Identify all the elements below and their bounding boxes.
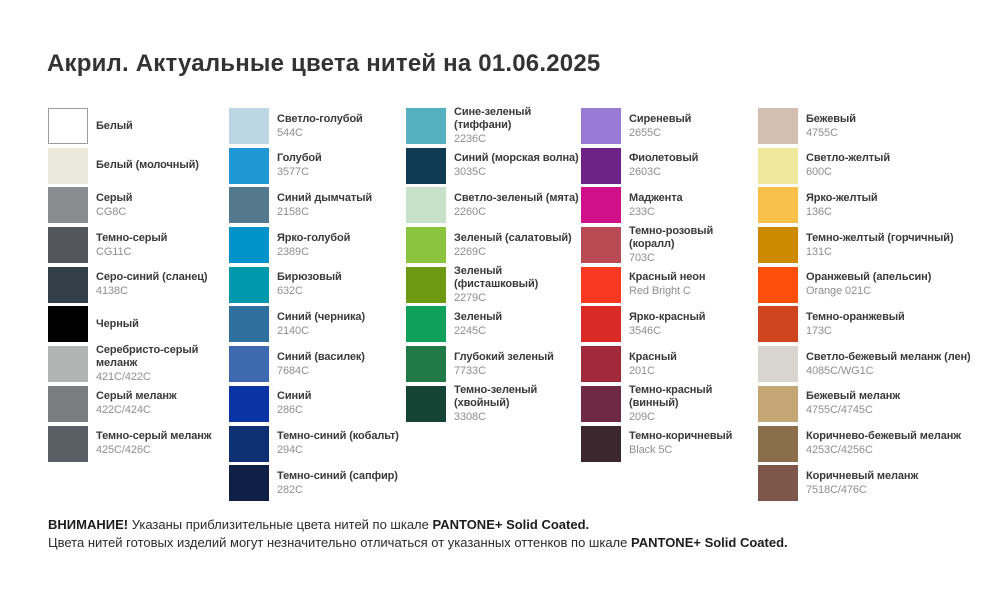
color-swatch	[229, 306, 269, 342]
color-labels	[277, 192, 372, 219]
color-labels	[454, 152, 579, 179]
color-row	[758, 108, 993, 144]
color-name: Темно-оранжевый	[806, 310, 905, 323]
color-name: Бежевый	[806, 112, 856, 125]
color-column-3	[406, 108, 581, 422]
color-swatch	[48, 267, 88, 303]
pantone-code: 703C	[629, 252, 655, 265]
color-swatch	[406, 108, 446, 144]
color-swatch	[581, 148, 621, 184]
color-name: Серый меланж	[96, 390, 177, 403]
color-name: Зеленый (фисташковый)	[454, 264, 539, 290]
footer-note	[48, 516, 788, 552]
color-name: Синий (василек)	[277, 350, 365, 363]
color-labels	[277, 351, 365, 378]
color-labels	[277, 271, 342, 298]
color-column-2	[229, 108, 406, 501]
pantone-code: 4253C/4256C	[806, 444, 873, 456]
color-labels	[806, 470, 918, 497]
color-labels	[454, 265, 581, 305]
color-row	[406, 306, 581, 342]
pantone-code: 2158C	[277, 205, 309, 218]
color-labels	[454, 311, 502, 338]
color-name: Светло-зеленый (мята)	[454, 191, 579, 204]
footer-line-1	[48, 516, 788, 534]
pantone-code: 7518C/476C	[806, 483, 867, 496]
color-row	[229, 187, 406, 223]
color-name: Зеленый	[454, 310, 503, 323]
color-swatch	[406, 148, 446, 184]
pantone-code: 131C	[806, 245, 832, 258]
color-labels	[806, 390, 900, 417]
color-labels	[454, 106, 581, 146]
color-row	[758, 465, 993, 501]
pantone-code: 4138C	[96, 285, 128, 298]
color-row	[48, 267, 229, 303]
color-row	[229, 267, 406, 303]
pantone-code: 2140C	[277, 324, 309, 337]
color-labels	[96, 390, 177, 417]
color-row	[758, 386, 993, 422]
color-swatch	[758, 227, 798, 263]
color-swatch	[758, 465, 798, 501]
color-labels	[454, 192, 579, 219]
pantone-code: 282C	[277, 483, 303, 496]
color-name: Черный	[96, 317, 139, 330]
pantone-code: 4085C/WG1C	[806, 364, 874, 377]
color-name: Фиолетовый	[629, 152, 699, 165]
color-name: Бирюзовый	[277, 271, 342, 284]
color-labels	[629, 430, 732, 457]
pantone-code: Black 5C	[629, 444, 673, 456]
color-name: Коричневый меланж	[806, 469, 919, 482]
pantone-code: 2603C	[629, 166, 661, 179]
color-labels	[96, 318, 139, 331]
color-swatch	[48, 346, 88, 382]
color-name: Темно-серый	[96, 231, 168, 244]
color-name: Темно-коричневый	[629, 430, 733, 442]
color-name: Синий дымчатый	[277, 191, 373, 204]
color-row	[229, 346, 406, 382]
pantone-code: 3546C	[629, 324, 661, 337]
color-column-4	[581, 108, 758, 462]
color-row	[758, 227, 993, 263]
color-swatch	[758, 346, 798, 382]
color-row	[48, 386, 229, 422]
color-row	[229, 386, 406, 422]
color-swatch	[229, 426, 269, 462]
color-swatch	[229, 267, 269, 303]
color-swatch	[229, 465, 269, 501]
color-name: Темно-желтый (горчичный)	[806, 231, 954, 244]
pantone-code: 7684C	[277, 364, 309, 377]
color-row	[581, 187, 758, 223]
color-swatch	[758, 108, 798, 144]
color-name: Серо-синий (сланец)	[96, 271, 208, 284]
pantone-code: 2655C	[629, 126, 661, 139]
color-labels	[806, 232, 954, 259]
color-row	[406, 264, 581, 304]
page-title: Акрил. Актуальные цвета нитей на 01.06.2025	[47, 50, 601, 77]
color-row	[581, 108, 758, 144]
color-labels	[96, 232, 167, 259]
color-swatch	[406, 187, 446, 223]
color-swatch	[581, 267, 621, 303]
color-labels	[277, 152, 322, 179]
color-name: Сине-зеленый (тиффани)	[454, 106, 532, 131]
color-swatch	[229, 386, 269, 422]
pantone-code: 2236C	[454, 133, 486, 145]
color-swatch	[406, 346, 446, 382]
color-name: Коричнево-бежевый меланж	[806, 430, 961, 442]
color-labels	[277, 430, 399, 457]
color-swatch	[581, 108, 621, 144]
color-name: Синий (черника)	[277, 310, 366, 323]
color-swatch	[229, 187, 269, 223]
pantone-code: 3308C	[454, 410, 486, 423]
color-labels	[629, 152, 698, 179]
color-labels	[454, 384, 581, 424]
color-name: Оранжевый (апельсин)	[806, 271, 932, 284]
color-labels	[454, 351, 554, 378]
color-name: Темно-красный (винный)	[629, 383, 713, 409]
pantone-code: 201C	[629, 364, 655, 377]
color-swatch	[758, 386, 798, 422]
pantone-code: 4755C	[806, 126, 838, 139]
color-labels	[806, 271, 931, 298]
color-name: Синий (морская волна)	[454, 152, 579, 165]
pantone-code: 2269C	[454, 245, 486, 258]
pantone-code: 2389C	[277, 245, 309, 258]
color-row	[48, 227, 229, 263]
color-swatch	[48, 148, 88, 184]
color-row	[48, 426, 229, 462]
color-row	[229, 227, 406, 263]
color-swatch	[581, 306, 621, 342]
color-name: Белый	[96, 119, 133, 132]
color-swatch	[758, 267, 798, 303]
color-swatch	[48, 426, 88, 462]
color-swatch	[581, 346, 621, 382]
color-labels	[96, 159, 199, 172]
color-name: Серый	[96, 191, 133, 204]
color-row	[581, 267, 758, 303]
pantone-code: 3035C	[454, 166, 486, 179]
pantone-code: 294C	[277, 444, 303, 456]
pantone-code: 286C	[277, 404, 303, 417]
color-swatch	[48, 306, 88, 342]
pantone-code: 425C/426C	[96, 444, 151, 456]
color-row	[48, 306, 229, 342]
color-labels	[277, 232, 350, 259]
color-row	[406, 108, 581, 144]
color-labels	[629, 351, 677, 378]
color-name: Светло-бежевый меланж (лен)	[806, 350, 971, 363]
color-name: Серебристо-серый меланж	[96, 344, 199, 370]
pantone-code: 233C	[629, 205, 655, 218]
color-row	[229, 426, 406, 462]
pantone-code: 136C	[806, 205, 832, 218]
color-labels	[629, 192, 683, 219]
color-swatch	[229, 227, 269, 263]
color-name: Темно-зеленый (хвойный)	[454, 383, 538, 409]
pantone-code: 421C/422C	[96, 371, 151, 384]
pantone-code: 544C	[277, 126, 303, 139]
color-row	[406, 148, 581, 184]
color-swatch	[406, 227, 446, 263]
color-row	[48, 346, 229, 382]
footer-line-2-text: Цвета нитей готовых изделий могут незначительно отличаться от указанных оттенков по шкале	[48, 535, 631, 550]
color-swatch	[581, 187, 621, 223]
color-labels	[96, 192, 132, 219]
color-labels	[96, 120, 133, 133]
color-name: Зеленый (салатовый)	[454, 231, 572, 244]
color-labels	[277, 470, 398, 497]
color-swatch	[48, 187, 88, 223]
color-swatch	[758, 187, 798, 223]
color-name: Маджента	[629, 191, 683, 204]
color-labels	[806, 192, 878, 219]
color-swatch	[758, 148, 798, 184]
color-row	[229, 148, 406, 184]
color-labels	[629, 384, 758, 424]
color-labels	[277, 311, 365, 338]
color-row	[758, 346, 993, 382]
color-swatch	[581, 386, 621, 422]
color-row	[229, 108, 406, 144]
pantone-code: 632C	[277, 285, 303, 298]
color-labels	[806, 113, 856, 140]
pantone-code: 2260C	[454, 205, 486, 218]
footer-pantone-label-2: PANTONE+ Solid Coated.	[631, 535, 788, 550]
color-labels	[96, 344, 226, 384]
color-name: Бежевый меланж	[806, 390, 901, 403]
color-name: Темно-синий (кобальт)	[277, 430, 399, 442]
color-column-5	[758, 108, 993, 501]
color-row	[406, 187, 581, 223]
color-labels	[806, 351, 971, 378]
color-name: Темно-розовый (коралл)	[629, 225, 714, 251]
color-column-1	[48, 108, 229, 462]
color-name: Синий	[277, 390, 312, 403]
color-swatch	[406, 267, 446, 303]
color-row	[758, 187, 993, 223]
color-row	[758, 148, 993, 184]
color-name: Красный	[629, 350, 677, 363]
color-row	[229, 306, 406, 342]
pantone-code: Orange 021C	[806, 285, 871, 298]
color-labels	[806, 152, 890, 179]
color-row	[581, 227, 758, 263]
pantone-code: CG11C	[96, 245, 132, 258]
color-name: Сиреневый	[629, 112, 692, 125]
color-row	[758, 267, 993, 303]
color-swatch	[406, 306, 446, 342]
pantone-code: 2245C	[454, 324, 486, 337]
color-name: Голубой	[277, 152, 322, 165]
color-labels	[629, 113, 691, 140]
pantone-code: 4755C/4745C	[806, 404, 873, 417]
color-swatch	[758, 426, 798, 462]
pantone-code: 2279C	[454, 291, 486, 304]
pantone-code: 209C	[629, 410, 655, 423]
color-row	[581, 148, 758, 184]
pantone-code: CG8C	[96, 205, 127, 218]
color-swatch	[581, 227, 621, 263]
color-swatch	[406, 386, 446, 422]
color-row	[581, 383, 758, 423]
color-row	[406, 227, 581, 263]
color-row	[758, 426, 993, 462]
color-name: Темно-серый меланж	[96, 430, 212, 442]
color-labels	[277, 390, 311, 417]
color-swatch	[48, 227, 88, 263]
color-name: Темно-синий (сапфир)	[277, 469, 398, 482]
pantone-code: 600C	[806, 166, 832, 179]
color-swatch	[229, 346, 269, 382]
palette-columns	[48, 108, 993, 501]
footer-line-1-text: Указаны приблизительные цвета нитей по шкале	[128, 517, 433, 532]
pantone-code: 173C	[806, 324, 832, 337]
color-swatch	[758, 306, 798, 342]
color-name: Глубокий зеленый	[454, 350, 554, 363]
color-row	[406, 346, 581, 382]
color-labels	[629, 311, 705, 338]
pantone-code: 422C/424C	[96, 404, 151, 417]
color-labels	[806, 311, 905, 338]
color-labels	[454, 232, 572, 259]
footer-attention-label: ВНИМАНИЕ!	[48, 517, 129, 532]
color-name: Красный неон	[629, 271, 706, 284]
color-row	[581, 426, 758, 462]
pantone-code: 7733C	[454, 364, 486, 377]
color-labels	[96, 430, 211, 457]
color-name: Светло-желтый	[806, 152, 891, 165]
color-row	[48, 108, 229, 144]
color-row	[406, 383, 581, 423]
color-row	[229, 465, 406, 501]
color-row	[48, 187, 229, 223]
color-row	[48, 148, 229, 184]
color-labels	[277, 113, 363, 140]
color-swatch	[48, 108, 88, 144]
color-swatch	[229, 108, 269, 144]
color-swatch	[48, 386, 88, 422]
color-labels	[629, 271, 705, 298]
color-name: Ярко-желтый	[806, 191, 878, 204]
color-row	[581, 306, 758, 342]
color-name: Ярко-красный	[629, 310, 706, 323]
color-labels	[806, 430, 961, 457]
color-labels	[629, 225, 758, 265]
color-swatch	[581, 426, 621, 462]
color-name: Ярко-голубой	[277, 231, 351, 244]
color-name: Белый (молочный)	[96, 159, 199, 172]
pantone-code: 3577C	[277, 166, 309, 179]
color-name: Светло-голубой	[277, 112, 363, 125]
footer-pantone-label-1: PANTONE+ Solid Coated.	[432, 517, 590, 532]
color-row	[758, 306, 993, 342]
footer-line-2	[48, 534, 788, 552]
color-row	[581, 346, 758, 382]
color-labels	[96, 271, 207, 298]
color-swatch	[229, 148, 269, 184]
pantone-code: Red Bright C	[629, 285, 691, 298]
